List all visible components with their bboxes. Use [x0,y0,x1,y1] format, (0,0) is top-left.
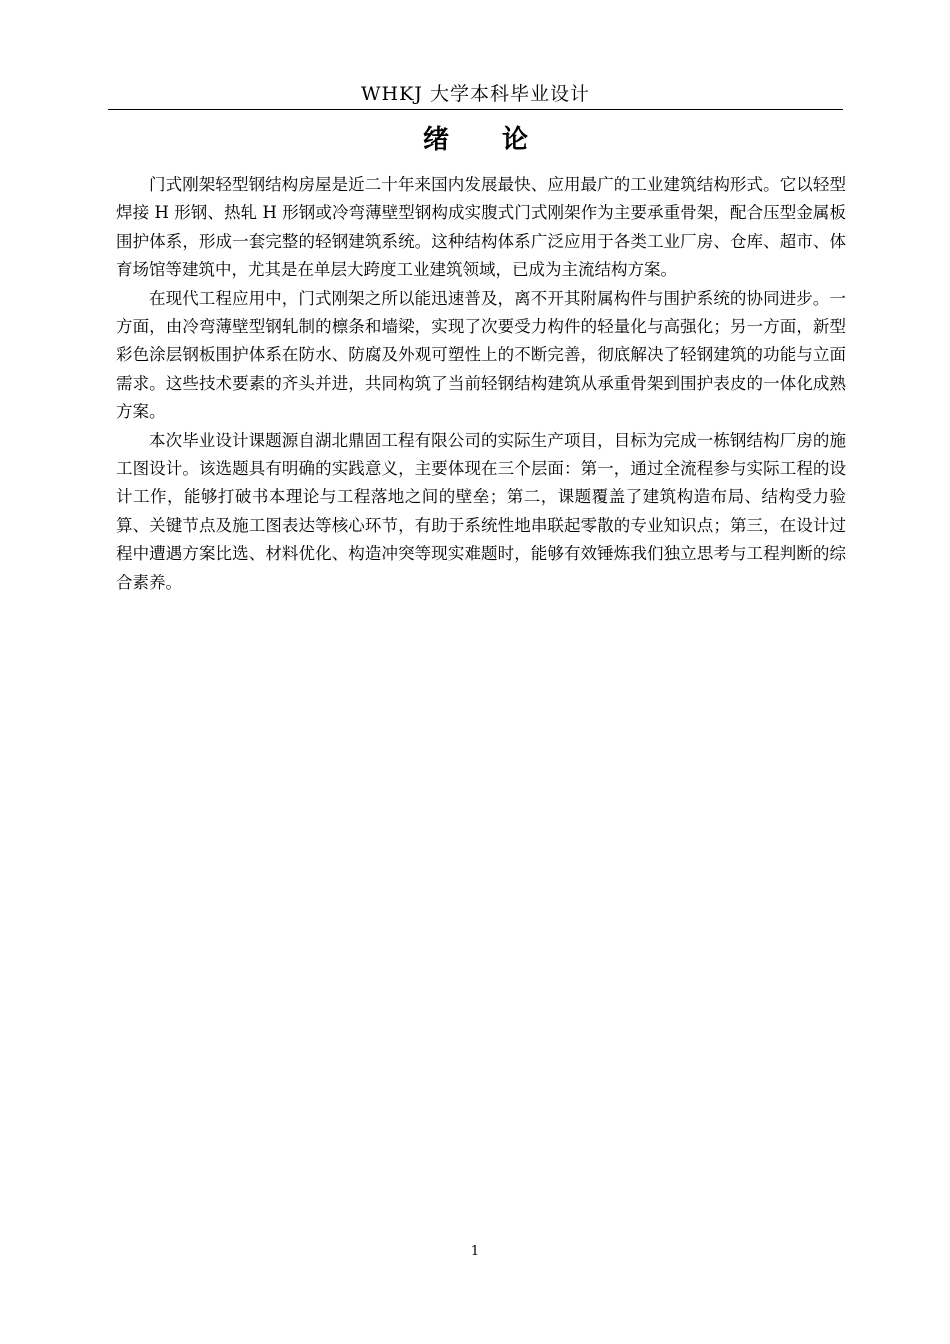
body-text [116,171,846,597]
paragraph-1: 门式刚架轻型钢结构房屋是近二十年来国内发展最快、应用最广的工业建筑结构形式。它以轻型焊接 H 形钢、热轧 H 形钢或冷弯薄壁型钢构成实腹式门式刚架作为主要承重骨架，配合压型金属板围护体系，形成一套完整的轻钢建筑系统。这种结构体系广泛应用于各类工业厂房、仓库、超市、体育场馆等建筑中，尤其是在单层大跨度工业建筑领域，已成为主流结构方案。 [116,175,846,280]
header-divider [108,109,843,110]
paragraph-2: 在现代工程应用中，门式刚架之所以能迅速普及，离不开其附属构件与围护系统的协同进步。一方面，由冷弯薄壁型钢轧制的檩条和墙梁，实现了次要受力构件的轻量化与高强化；另一方面，新型彩色涂层钢板围护体系在防水、防腐及外观可塑性上的不断完善，彻底解决了轻钢建筑的功能与立面需求。这些技术要素的齐头并进，共同构筑了当前轻钢结构建筑从承重骨架到围护表皮的一体化成熟方案。 [116,288,846,422]
running-header: WHKJ 大学本科毕业设计 [361,83,590,105]
chapter-title: 绪 论 [422,125,551,155]
paragraph-3: 本次毕业设计课题源自湖北鼎固工程有限公司的实际生产项目，目标为完成一栋钢结构厂房的施工图设计。该选题具有明确的实践意义，主要体现在三个层面：第一，通过全流程参与实际工程的设计工作，能够打破书本理论与工程落地之间的壁垒；第二，课题覆盖了建筑构造布局、结构受力验算、关键节点及施工图表达等核心环节，有助于系统性地串联起零散的专业知识点；第三，在设计过程中遭遇方案比选、材料优化、构造冲突等现实难题时，能够有效锤炼我们独立思考与工程判断的综合素养。 [116,430,846,592]
page-number: 1 [470,1244,480,1259]
